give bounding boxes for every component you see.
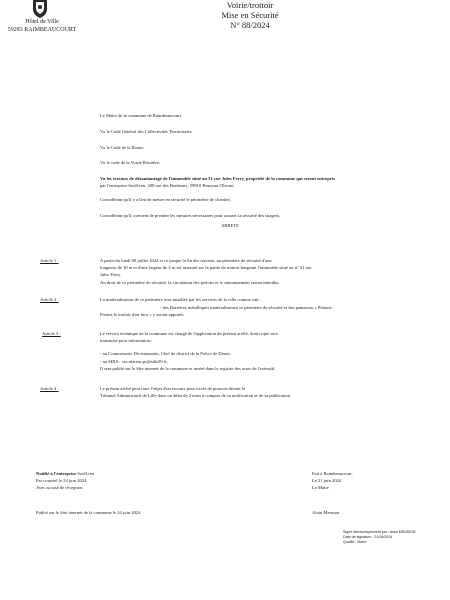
e-signature-date: Date de signature : 21/06/2024	[343, 535, 393, 539]
article-1-line2: longueur de 10 m et d'une largeur de 2 m est instauré sur la partie de trottoir longeant l'immeuble situé au n° 31 rue	[100, 265, 312, 270]
article-3-line1: Le service technique de la commune est chargé de l'application du présent arrêté, dont copie sera	[100, 331, 278, 336]
town-hall-address	[4, 19, 80, 34]
decree-number: N° 88/2024	[230, 20, 270, 30]
article-3-line3: - au Commissaire Divisionnaire, Chef de district de la Police de Douai,	[100, 351, 231, 356]
org-name: Hôtel de Ville	[25, 19, 59, 25]
article-4-line2: Tribunal Administratif de Lille dans un délai de 2 mois à compter de sa notification et de sa publication.	[100, 393, 292, 398]
decree-title-line2: Mise en Sécurité	[221, 10, 279, 20]
article-3-line5: Il sera publié sur le Site internet de la commune et inséré dans le registre des actes de l'exécutif.	[100, 366, 276, 371]
article-1-label: Article 1 :	[40, 258, 59, 263]
article-1-line1: A partir du lundi 08 juillet 2024 et ce jusque la fin des travaux, un périmètre de sécurité d'une	[100, 258, 272, 263]
town-crest-logo	[30, 0, 50, 18]
signature-date: Le 21 juin 2024	[312, 478, 342, 483]
works-line1: Vu les travaux de désamiantage de l'immeuble situé au 31 rue Jules Ferry, propriété de la commune qui seront entrepris	[100, 176, 335, 181]
article-2-line2: - des Barrières métalliques matérialiseront ce périmètre de sécurité et des panneaux « Piétons-	[160, 305, 333, 310]
e-signature-signer: Signé électroniquement par : Alain MENSION	[343, 530, 416, 534]
works-line2: par l'entreprise SodAcen, 208 rue des Bonheurs, 59810 Brunyau l'Escaut	[100, 183, 234, 188]
article-3-line4: - au SDIS : circulation.gs@sdis59.fr,	[100, 359, 168, 364]
article-3-label: Article 3 :	[42, 331, 61, 336]
considerant-perimeter: Considérant qu'il y a lieu de mettre en sécurité le périmètre de chantier,	[100, 197, 231, 202]
mayor-name: Alain Mension	[312, 510, 340, 515]
publication-notice: Publié sur le Site internet de la commune le 24 juin 2024	[36, 510, 141, 515]
notification-bold-part: Notifié à l'entreprise	[36, 471, 77, 476]
article-2-line3: Prenez le trottoir d'en face » y seront apposés.	[100, 312, 185, 317]
signature-place: Fait à Raimbeaucourt,	[312, 471, 353, 476]
article-1-line4: Au droit de ce périmètre de sécurité, la circulation des piétons et le stationnement seront interdits.	[100, 280, 280, 285]
article-2-line1: La matérialisation de ce périmètre sera installée par les services de la ville comme suit :	[100, 297, 262, 302]
notification-line2: Par courriel le 24 juin 2024	[36, 478, 87, 483]
article-4-label: Article 4 :	[40, 386, 59, 391]
article-3-line2: transmise pour information :	[100, 338, 153, 343]
preamble-cgct: Vu le Code Général des Collectivités Territoriales,	[100, 129, 193, 134]
notification-line3: Avec accusé de réception	[36, 485, 83, 490]
preamble-code-voirie: Vu le code de la Voirie Routière,	[100, 160, 160, 165]
notification-company: SodAcen	[76, 471, 95, 476]
article-2-label: Article 2 :	[40, 297, 59, 302]
preamble-code-route: Vu le Code de la Route,	[100, 145, 144, 150]
org-postcode-city: 59283 RAIMBEAUCOURT	[7, 26, 77, 33]
notification-line1	[36, 471, 94, 477]
decree-title-line1: Voirie/trottoir	[226, 0, 274, 10]
signature-role: Le Maire	[312, 485, 329, 490]
arrete-heading: ARRETE	[221, 223, 239, 228]
e-signature-role: Qualité : Maire	[343, 540, 367, 544]
considerant-safety: Considérant qu'il convient de prendre les mesures nécessaires pour assurer la sécurité des usagers,	[100, 213, 281, 218]
article-4-line1: Le présent arrêté peut faire l'objet d'un recours pour excès de pouvoir devant le	[100, 386, 246, 391]
article-1-line3: Jules Ferry.	[100, 272, 122, 277]
preamble-mayor: Le Maire de la commune de Raimbeaucourt,	[100, 113, 183, 118]
